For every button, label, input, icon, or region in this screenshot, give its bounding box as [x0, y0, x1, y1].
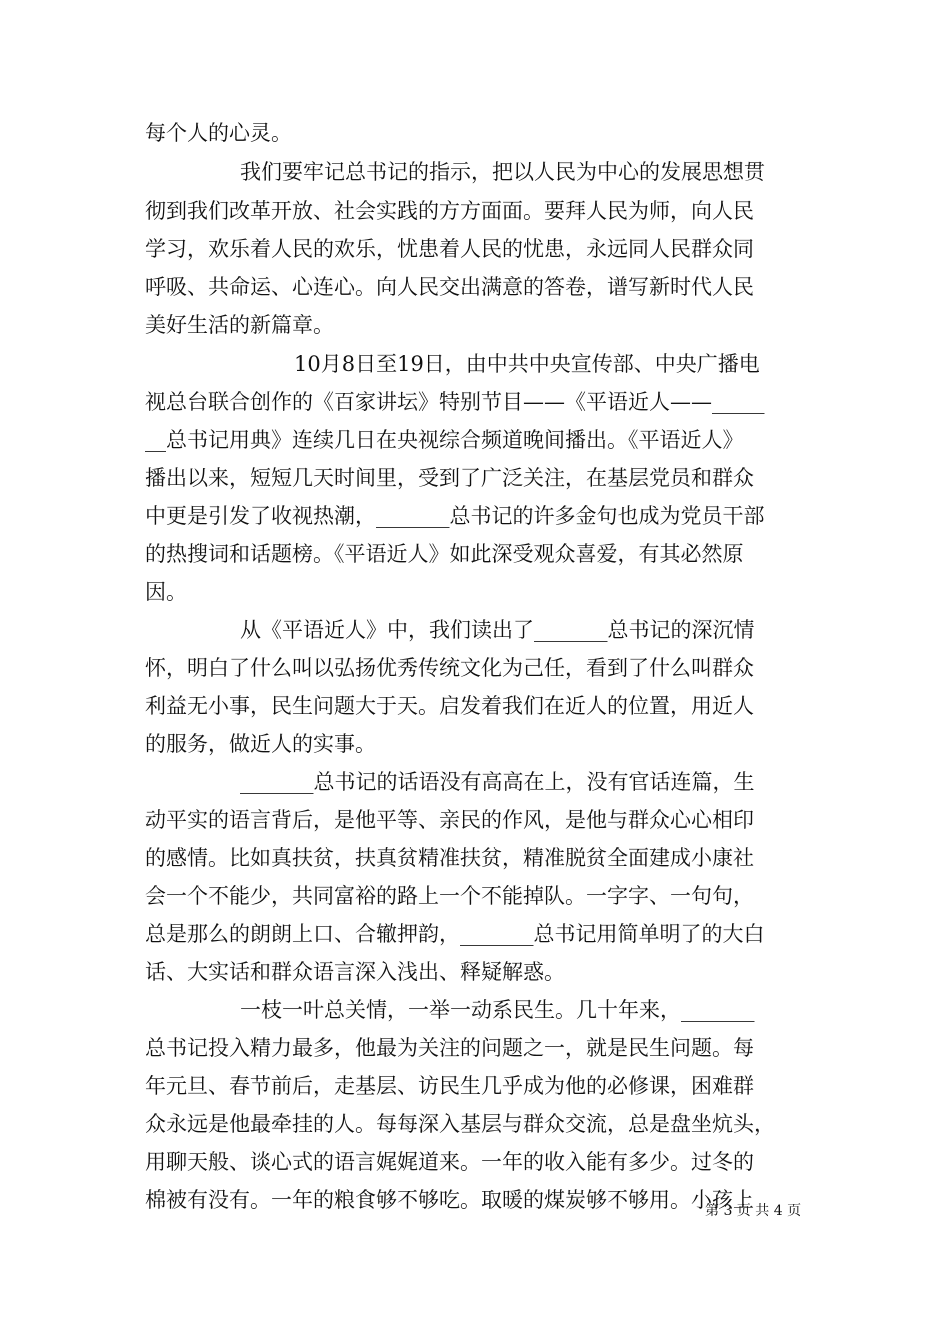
- text-line: 众永远是他最牵挂的人。每每深入基层与群众交流，总是盘坐炕头，: [145, 1112, 775, 1136]
- text-line: 美好生活的新篇章。: [145, 313, 334, 337]
- text-line: 我们要牢记总书记的指示，把以人民为中心的发展思想贯: [240, 160, 765, 184]
- text-line: 每个人的心灵。: [145, 121, 292, 145]
- text-line: 的热搜词和话题榜。《平语近人》如此深受观众喜爱，有其必然原: [145, 542, 744, 566]
- text-line: 动平实的语言背后，是他平等、亲民的作风，是他与群众心心相印: [145, 808, 754, 832]
- text-line: 播出以来，短短几天时间里，受到了广泛关注，在基层党员和群众: [145, 466, 754, 490]
- text-line: 总书记投入精力最多，他最为关注的问题之一，就是民生问题。每: [145, 1036, 754, 1060]
- text-line: __总书记用典》连续几日在央视综合频道晚间播出。《平语近人》: [145, 428, 744, 452]
- text-line: 中更是引发了收视热潮，_______总书记的许多金句也成为党员干部: [145, 504, 765, 528]
- text-line: 呼吸、共命运、心连心。向人民交出满意的答卷，谱写新时代人民: [145, 275, 754, 299]
- text-line: 的服务，做近人的实事。: [145, 732, 376, 756]
- text-line: 10月8日至19日，由中共中央宣传部、中央广播电: [294, 352, 760, 376]
- text-line: 一枝一叶总关情，一举一动系民生。几十年来，_______: [240, 998, 755, 1022]
- text-line: 彻到我们改革开放、社会实践的方方面面。要拜人民为师，向人民: [145, 199, 754, 223]
- text-line: 学习，欢乐着人民的欢乐，忧患着人民的忧患，永远同人民群众同: [145, 237, 754, 261]
- text-line: 用聊天般、谈心式的语言娓娓道来。一年的收入能有多少。过冬的: [145, 1150, 754, 1174]
- text-line: 怀，明白了什么叫以弘扬优秀传统文化为己任，看到了什么叫群众: [145, 656, 754, 680]
- text-line: 从《平语近人》中，我们读出了_______总书记的深沉情: [240, 618, 755, 642]
- text-line: 棉被有没有。一年的粮食够不够吃。取暖的煤炭够不够用。小孩上: [145, 1188, 754, 1212]
- text-line: 因。: [145, 580, 187, 604]
- page-number-footer: 第 3 页 共 4 页: [705, 1203, 802, 1219]
- text-line: 的感情。比如真扶贫，扶真贫精准扶贫，精准脱贫全面建成小康社: [145, 846, 754, 870]
- text-line: 年元旦、春节前后，走基层、访民生几乎成为他的必修课，困难群: [145, 1074, 754, 1098]
- text-line: 利益无小事，民生问题大于天。启发着我们在近人的位置，用近人: [145, 694, 754, 718]
- text-line: 话、大实话和群众语言深入浅出、释疑解惑。: [145, 960, 565, 984]
- text-line: 视总台联合创作的《百家讲坛》特别节目——《平语近人——_____: [145, 390, 765, 414]
- text-line: 总是那么的朗朗上口、合辙押韵，_______总书记用简单明了的大白: [145, 922, 765, 946]
- text-line: 会一个不能少，共同富裕的路上一个不能掉队。一字字、一句句，: [145, 884, 754, 908]
- text-line: _______总书记的话语没有高高在上，没有官话连篇，生: [240, 770, 755, 794]
